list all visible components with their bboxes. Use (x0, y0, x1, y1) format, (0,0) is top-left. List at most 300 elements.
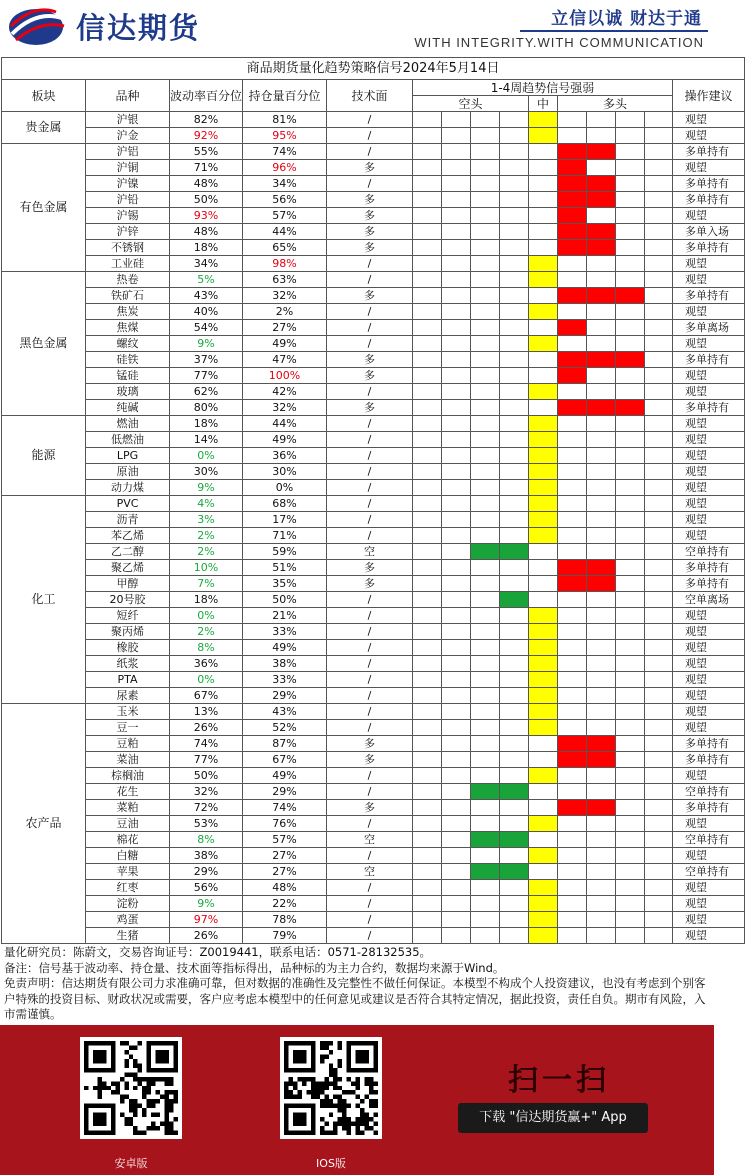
signal-cell (587, 352, 616, 368)
signal-cell (500, 544, 529, 560)
signal-cell (500, 688, 529, 704)
signal-cell (645, 528, 673, 544)
advice-cell: 观望 (673, 256, 745, 272)
signal-cell (500, 928, 529, 944)
open-interest-cell: 52% (243, 720, 327, 736)
signal-cell (471, 848, 500, 864)
signal-cell (645, 384, 673, 400)
volatility-cell: 38% (170, 848, 243, 864)
signal-cell (558, 784, 587, 800)
advice-cell: 观望 (673, 672, 745, 688)
ios-qr-code[interactable] (280, 1037, 382, 1139)
signal-cell (587, 368, 616, 384)
signal-cell (645, 464, 673, 480)
variety-cell: 乙二醇 (86, 544, 170, 560)
signal-cell (558, 208, 587, 224)
table-title: 商品期货量化趋势策略信号2024年5月14日 (2, 58, 745, 80)
signal-cell (413, 656, 442, 672)
header-signal: 1-4周趋势信号强弱 (413, 80, 673, 96)
signal-cell (413, 112, 442, 128)
signal-cell (471, 128, 500, 144)
volatility-cell: 77% (170, 752, 243, 768)
signal-cell (442, 272, 471, 288)
download-app-button[interactable]: 下载 "信达期货赢+" App (458, 1103, 648, 1133)
technical-cell: 多 (327, 352, 413, 368)
signal-cell (558, 864, 587, 880)
signal-cell (529, 416, 558, 432)
signal-cell (587, 832, 616, 848)
variety-cell: 白糖 (86, 848, 170, 864)
signal-cell (471, 784, 500, 800)
open-interest-cell: 50% (243, 592, 327, 608)
variety-cell: 鸡蛋 (86, 912, 170, 928)
signal-cell (616, 400, 645, 416)
signal-cell (587, 880, 616, 896)
volatility-cell: 82% (170, 112, 243, 128)
variety-cell: 工业硅 (86, 256, 170, 272)
signal-cell (500, 816, 529, 832)
signal-cell (442, 624, 471, 640)
table-row (2, 240, 745, 256)
technical-cell: 多 (327, 160, 413, 176)
variety-cell: 沪锌 (86, 224, 170, 240)
signal-cell (558, 240, 587, 256)
open-interest-cell: 27% (243, 864, 327, 880)
signal-cell (529, 736, 558, 752)
open-interest-cell: 59% (243, 544, 327, 560)
signal-cell (587, 736, 616, 752)
signal-cell (645, 688, 673, 704)
table-row (2, 912, 745, 928)
signal-cell (529, 848, 558, 864)
open-interest-cell: 74% (243, 144, 327, 160)
open-interest-cell: 56% (243, 192, 327, 208)
volatility-cell: 14% (170, 432, 243, 448)
volatility-cell: 50% (170, 768, 243, 784)
advice-cell: 空单持有 (673, 832, 745, 848)
technical-cell: / (327, 320, 413, 336)
signal-cell (413, 208, 442, 224)
variety-cell: 沪金 (86, 128, 170, 144)
signal-cell (442, 736, 471, 752)
signal-cell (442, 592, 471, 608)
signal-cell (645, 112, 673, 128)
table-row (2, 768, 745, 784)
open-interest-cell: 35% (243, 576, 327, 592)
signal-cell (558, 816, 587, 832)
signal-cell (442, 688, 471, 704)
signal-cell (616, 176, 645, 192)
android-qr-code[interactable] (80, 1037, 182, 1139)
signal-cell (616, 512, 645, 528)
signal-cell (413, 192, 442, 208)
signal-cell (616, 720, 645, 736)
table-row (2, 608, 745, 624)
scan-text: 扫一扫 (508, 1063, 610, 1098)
table-row (2, 528, 745, 544)
qr-icon (84, 1041, 178, 1135)
table-row (2, 512, 745, 528)
signal-cell (413, 752, 442, 768)
signal-cell (500, 352, 529, 368)
signal-cell (645, 896, 673, 912)
signal-cell (529, 208, 558, 224)
signal-cell (616, 880, 645, 896)
advice-cell: 多单持有 (673, 192, 745, 208)
technical-cell: / (327, 304, 413, 320)
table-row (2, 432, 745, 448)
signal-cell (500, 848, 529, 864)
signal-cell (645, 256, 673, 272)
signal-cell (442, 864, 471, 880)
signal-cell (558, 336, 587, 352)
signal-cell (500, 896, 529, 912)
volatility-cell: 93% (170, 208, 243, 224)
sector-cell: 农产品 (2, 704, 86, 944)
variety-cell: 沪锡 (86, 208, 170, 224)
technical-cell: / (327, 768, 413, 784)
volatility-cell: 13% (170, 704, 243, 720)
signal-cell (500, 672, 529, 688)
signal-cell (471, 464, 500, 480)
open-interest-cell: 48% (243, 880, 327, 896)
variety-cell: 硅铁 (86, 352, 170, 368)
open-interest-cell: 67% (243, 752, 327, 768)
variety-cell: 沥青 (86, 512, 170, 528)
table-row (2, 544, 745, 560)
variety-cell: 纸浆 (86, 656, 170, 672)
volatility-cell: 43% (170, 288, 243, 304)
signal-cell (645, 224, 673, 240)
advice-cell: 多单入场 (673, 224, 745, 240)
signal-cell (587, 816, 616, 832)
signal-cell (645, 448, 673, 464)
open-interest-cell: 2% (243, 304, 327, 320)
open-interest-cell: 0% (243, 480, 327, 496)
technical-cell: / (327, 496, 413, 512)
volatility-cell: 92% (170, 128, 243, 144)
signal-cell (558, 608, 587, 624)
technical-cell: / (327, 144, 413, 160)
signal-cell (587, 928, 616, 944)
signal-cell (616, 688, 645, 704)
advice-cell: 空单持有 (673, 544, 745, 560)
signal-cell (471, 864, 500, 880)
advice-cell: 观望 (673, 112, 745, 128)
variety-cell: LPG (86, 448, 170, 464)
signal-cell (413, 864, 442, 880)
header-open-interest: 持仓量百分位 (243, 80, 327, 112)
table-row (2, 624, 745, 640)
advice-cell: 观望 (673, 816, 745, 832)
signal-cell (529, 512, 558, 528)
signal-cell (413, 512, 442, 528)
signal-cell (645, 736, 673, 752)
advice-cell: 多单持有 (673, 352, 745, 368)
table-row (2, 368, 745, 384)
signal-cell (413, 592, 442, 608)
table-row (2, 736, 745, 752)
signal-cell (558, 192, 587, 208)
signal-cell (558, 896, 587, 912)
advice-cell: 空单持有 (673, 784, 745, 800)
signal-cell (587, 688, 616, 704)
signal-cell (587, 160, 616, 176)
signal-cell (529, 192, 558, 208)
signal-cell (529, 768, 558, 784)
signal-cell (645, 720, 673, 736)
signal-cell (558, 464, 587, 480)
signal-cell (471, 352, 500, 368)
volatility-cell: 29% (170, 864, 243, 880)
signal-cell (442, 176, 471, 192)
volatility-cell: 36% (170, 656, 243, 672)
signal-cell (558, 688, 587, 704)
signal-cell (645, 640, 673, 656)
signal-cell (529, 800, 558, 816)
disclaimer: 免责声明：信达期货有限公司力求准确可靠，但对数据的准确性及完整性不做任何保证。本模型不构成个人投资建议，也没有考虑到个别客户特殊的投资目标、财政状况或需要，客户应考虑本模型中的任何意见或建议是否符合其特定情况，据此投资，责任自负。期市有风险，入市需谨慎。 (4, 976, 706, 1021)
signal-cell (558, 368, 587, 384)
technical-cell: 多 (327, 368, 413, 384)
variety-cell: 20号胶 (86, 592, 170, 608)
advice-cell: 空单持有 (673, 864, 745, 880)
volatility-cell: 30% (170, 464, 243, 480)
signal-cell (645, 608, 673, 624)
qr-icon (284, 1041, 378, 1135)
signal-cell (500, 720, 529, 736)
signal-cell (587, 560, 616, 576)
slogan-underline (520, 30, 708, 32)
variety-cell: 豆一 (86, 720, 170, 736)
variety-cell: 聚丙烯 (86, 624, 170, 640)
signal-cell (500, 368, 529, 384)
advice-cell: 多单持有 (673, 736, 745, 752)
signal-cell (442, 240, 471, 256)
signal-cell (558, 448, 587, 464)
brand-tagline: WITH INTEGRITY.WITH COMMUNICATION (414, 35, 704, 50)
variety-cell: 低燃油 (86, 432, 170, 448)
signal-cell (616, 224, 645, 240)
signal-cell (442, 256, 471, 272)
technical-cell: / (327, 912, 413, 928)
signal-cell (616, 272, 645, 288)
variety-cell: 焦煤 (86, 320, 170, 336)
signal-cell (529, 608, 558, 624)
volatility-cell: 71% (170, 160, 243, 176)
open-interest-cell: 22% (243, 896, 327, 912)
signal-cell (442, 224, 471, 240)
signal-cell (413, 448, 442, 464)
table-row (2, 832, 745, 848)
technical-cell: 多 (327, 208, 413, 224)
signal-cell (529, 832, 558, 848)
technical-cell: / (327, 688, 413, 704)
signal-cell (587, 848, 616, 864)
table-row (2, 704, 745, 720)
signal-cell (616, 832, 645, 848)
open-interest-cell: 29% (243, 784, 327, 800)
signal-cell (558, 416, 587, 432)
signal-cell (471, 928, 500, 944)
signal-cell (500, 624, 529, 640)
signal-cell (645, 768, 673, 784)
signal-cell (587, 912, 616, 928)
signal-cell (645, 336, 673, 352)
technical-cell: / (327, 640, 413, 656)
advice-cell: 观望 (673, 464, 745, 480)
signal-cell (500, 496, 529, 512)
technical-cell: / (327, 816, 413, 832)
signal-cell (442, 896, 471, 912)
signal-cell (413, 384, 442, 400)
signal-cell (558, 848, 587, 864)
signal-cell (529, 224, 558, 240)
signal-cell (616, 896, 645, 912)
signal-cell (442, 320, 471, 336)
signal-cell (587, 112, 616, 128)
variety-cell: 螺纹 (86, 336, 170, 352)
signal-cell (413, 464, 442, 480)
volatility-cell: 18% (170, 240, 243, 256)
technical-cell: / (327, 672, 413, 688)
signal-cell (587, 192, 616, 208)
volatility-cell: 67% (170, 688, 243, 704)
signal-cell (442, 912, 471, 928)
signal-cell (442, 832, 471, 848)
table-row (2, 928, 745, 944)
signal-cell (442, 672, 471, 688)
table-row (2, 496, 745, 512)
table-row (2, 256, 745, 272)
variety-cell: 原油 (86, 464, 170, 480)
signal-cell (645, 160, 673, 176)
signal-cell (616, 368, 645, 384)
open-interest-cell: 76% (243, 816, 327, 832)
signal-cell (442, 304, 471, 320)
signal-cell (471, 240, 500, 256)
technical-cell: / (327, 176, 413, 192)
signal-cell (645, 592, 673, 608)
volatility-cell: 48% (170, 224, 243, 240)
variety-cell: 苯乙烯 (86, 528, 170, 544)
technical-cell: / (327, 416, 413, 432)
variety-cell: 热卷 (86, 272, 170, 288)
android-label: 安卓版 (114, 1157, 148, 1170)
signal-cell (471, 176, 500, 192)
table-row (2, 352, 745, 368)
variety-cell: 锰硅 (86, 368, 170, 384)
signal-cell (587, 640, 616, 656)
volatility-cell: 26% (170, 720, 243, 736)
signal-cell (471, 592, 500, 608)
technical-cell: 多 (327, 400, 413, 416)
table-row (2, 160, 745, 176)
signal-cell (529, 256, 558, 272)
volatility-cell: 4% (170, 496, 243, 512)
technical-cell: / (327, 512, 413, 528)
variety-cell: 豆油 (86, 816, 170, 832)
signal-cell (442, 560, 471, 576)
signal-cell (558, 480, 587, 496)
advice-cell: 多单离场 (673, 320, 745, 336)
signal-cell (442, 848, 471, 864)
signal-cell (645, 544, 673, 560)
signal-cell (587, 576, 616, 592)
signal-cell (558, 800, 587, 816)
signal-cell (645, 320, 673, 336)
signal-cell (645, 656, 673, 672)
technical-cell: / (327, 928, 413, 944)
advice-cell: 多单持有 (673, 800, 745, 816)
signal-cell (529, 656, 558, 672)
signal-cell (471, 912, 500, 928)
signal-cell (529, 864, 558, 880)
signal-cell (558, 400, 587, 416)
signal-cell (442, 112, 471, 128)
signal-cell (413, 576, 442, 592)
signal-cell (587, 784, 616, 800)
signal-cell (616, 544, 645, 560)
advice-cell: 多单持有 (673, 752, 745, 768)
signal-cell (558, 672, 587, 688)
advice-cell: 观望 (673, 384, 745, 400)
header-sector: 板块 (2, 80, 86, 112)
signal-cell (558, 752, 587, 768)
signal-cell (471, 544, 500, 560)
open-interest-cell: 33% (243, 624, 327, 640)
notes (4, 945, 710, 1023)
open-interest-cell: 49% (243, 768, 327, 784)
technical-cell: / (327, 256, 413, 272)
signal-cell (442, 784, 471, 800)
signal-cell (529, 368, 558, 384)
signal-cell (413, 128, 442, 144)
signal-cell (529, 352, 558, 368)
open-interest-cell: 17% (243, 512, 327, 528)
signal-cell (500, 320, 529, 336)
variety-cell: 菜油 (86, 752, 170, 768)
signal-cell (558, 160, 587, 176)
signal-cell (616, 752, 645, 768)
volatility-cell: 37% (170, 352, 243, 368)
advice-cell: 观望 (673, 624, 745, 640)
signal-cell (616, 560, 645, 576)
technical-cell: / (327, 720, 413, 736)
technical-cell: / (327, 128, 413, 144)
signal-cell (558, 512, 587, 528)
signal-cell (413, 400, 442, 416)
signal-cell (442, 608, 471, 624)
open-interest-cell: 63% (243, 272, 327, 288)
signal-cell (529, 672, 558, 688)
volatility-cell: 0% (170, 672, 243, 688)
open-interest-cell: 74% (243, 800, 327, 816)
signal-cell (413, 416, 442, 432)
signal-cell (529, 688, 558, 704)
technical-cell: / (327, 608, 413, 624)
volatility-cell: 50% (170, 192, 243, 208)
sector-cell: 有色金属 (2, 144, 86, 272)
variety-cell: 纯碱 (86, 400, 170, 416)
signal-cell (616, 672, 645, 688)
signal-cell (529, 784, 558, 800)
volatility-cell: 18% (170, 416, 243, 432)
signal-cell (413, 624, 442, 640)
signal-cell (529, 464, 558, 480)
signal-cell (529, 128, 558, 144)
signal-cell (442, 800, 471, 816)
signal-cell (500, 416, 529, 432)
